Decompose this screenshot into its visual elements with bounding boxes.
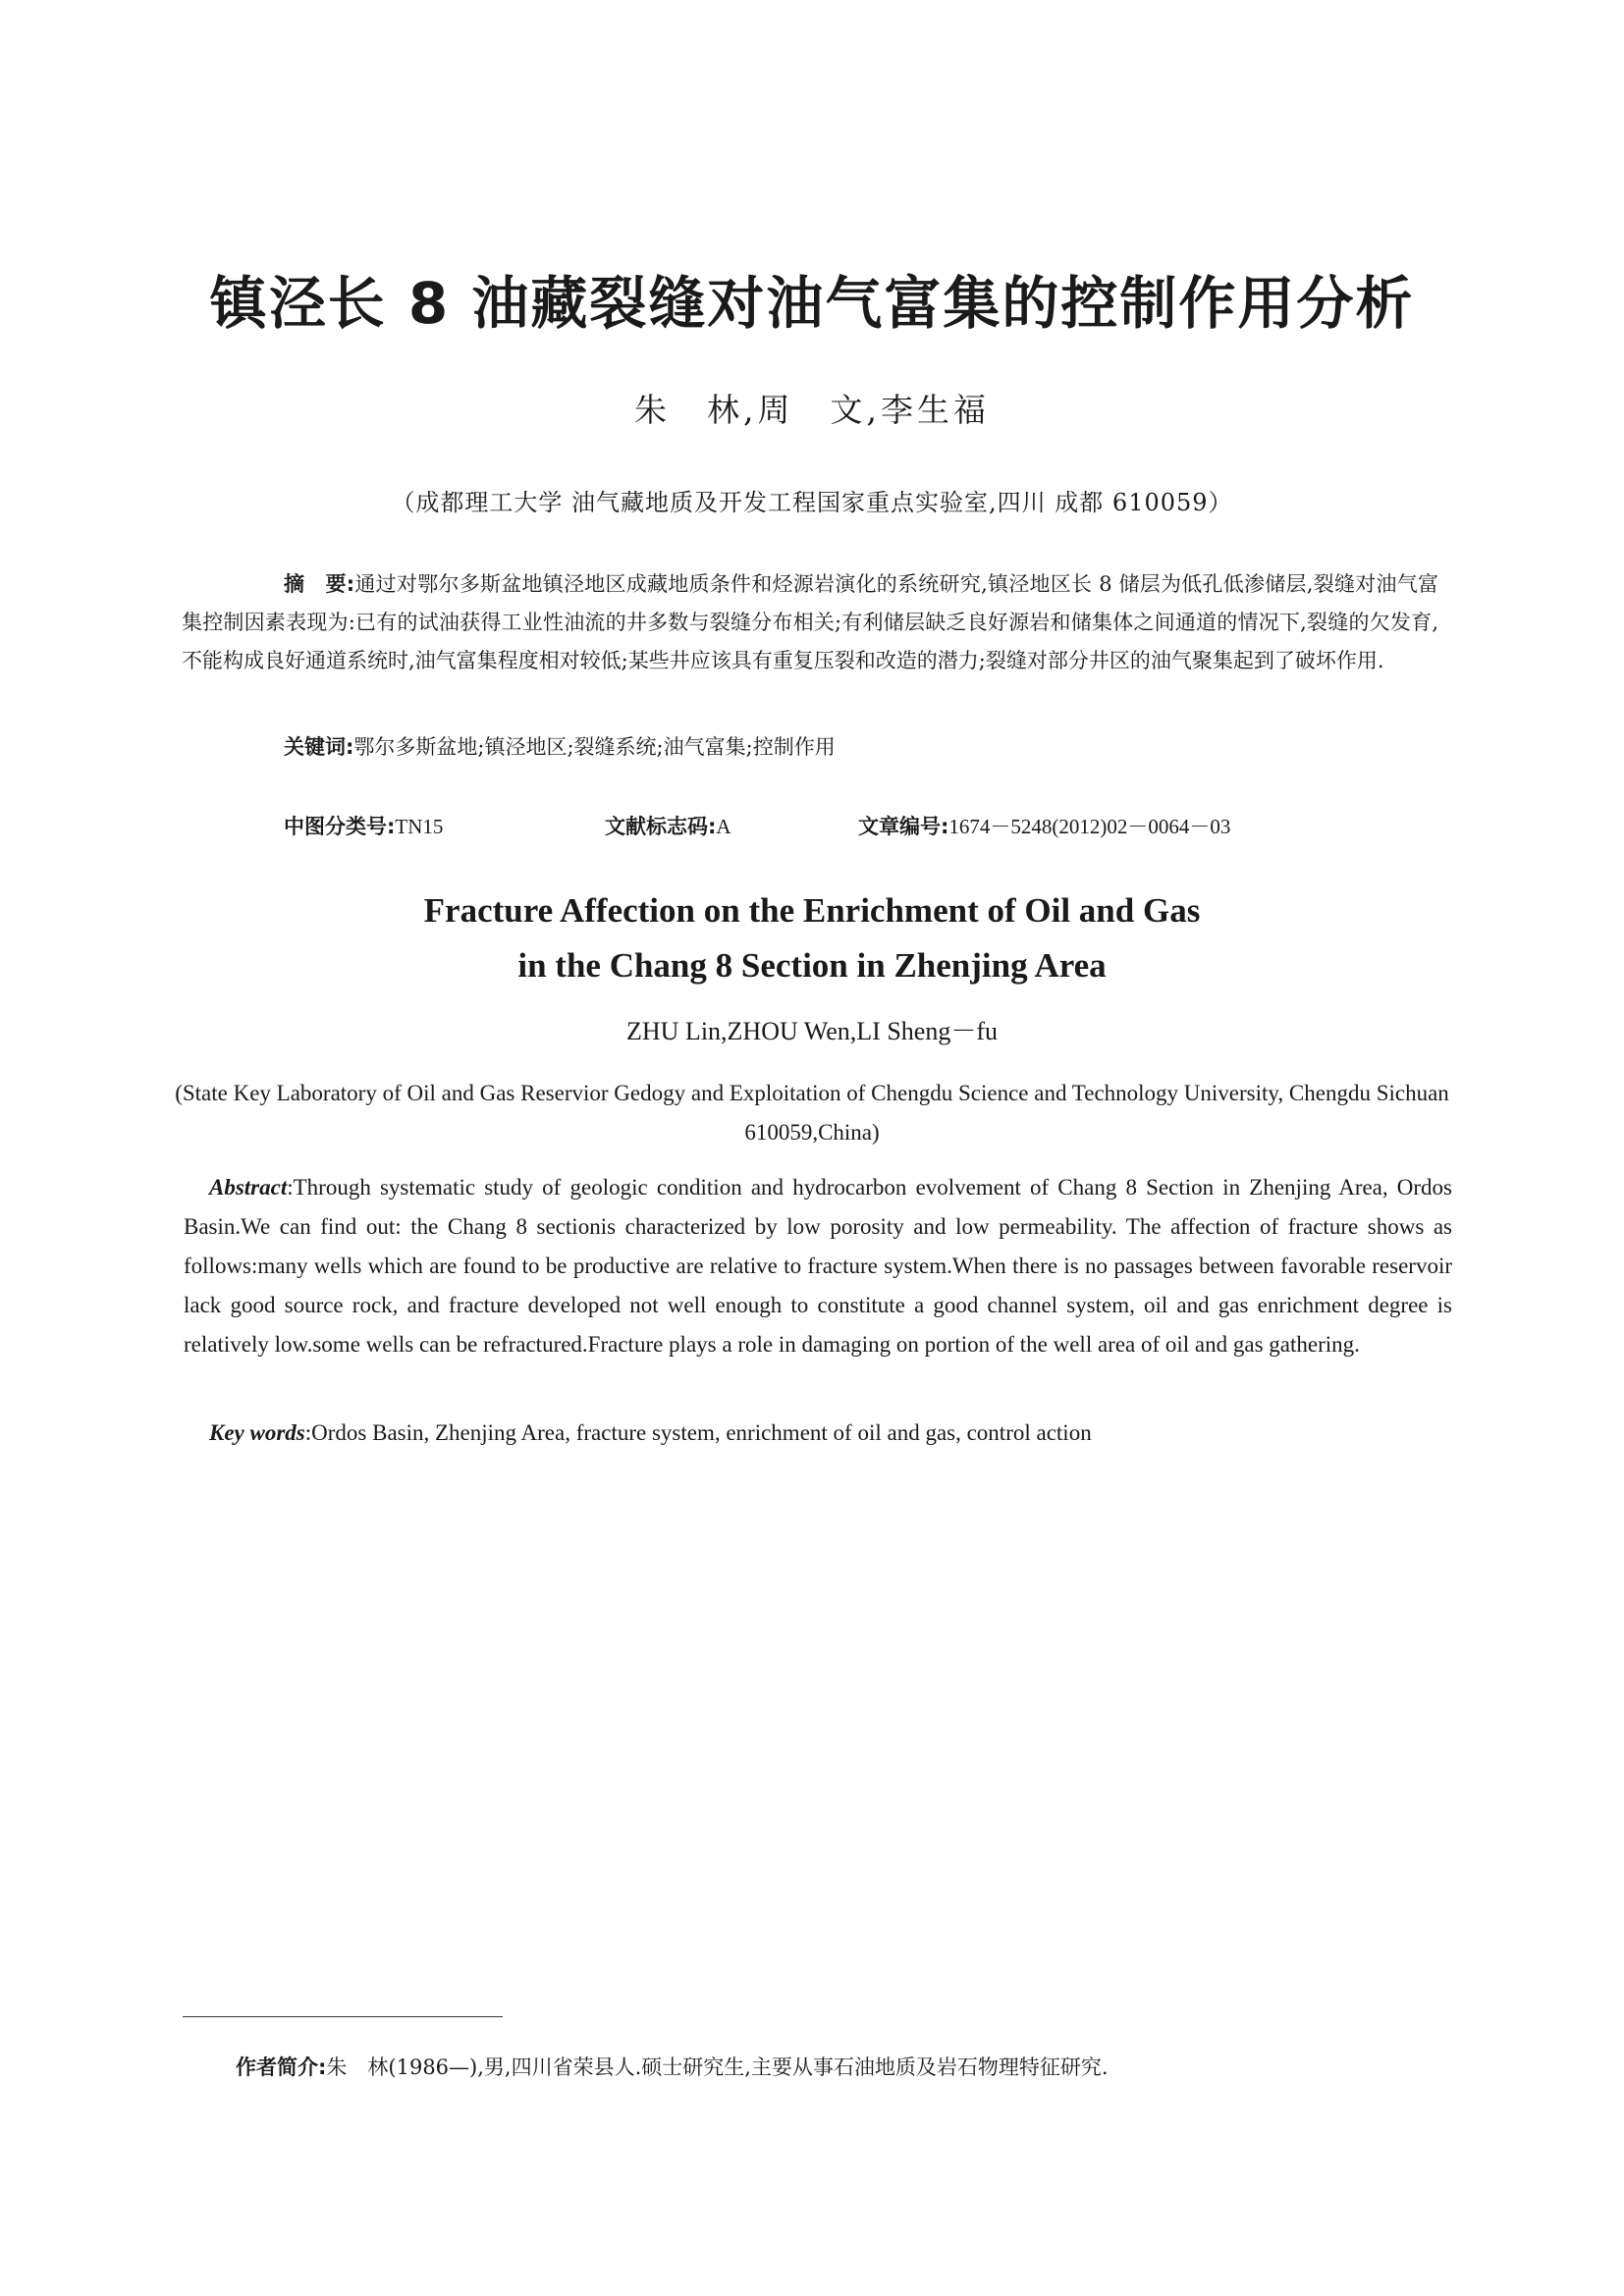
chinese-abstract-text: 通过对鄂尔多斯盆地镇泾地区成藏地质条件和烃源岩演化的系统研究,镇泾地区长 8 储层为低孔低渗储层,裂缝对油气富集控制因素表现为:已有的试油获得工业性油流的井多数与裂缝分布相关;有利储层缺乏良好源岩和储集体之间通道的情况下,裂缝的欠发育,不能构成良好通道系统时,油气富集程度相对较低;某些井应该具有重复压裂和改造的潜力;裂缝对部分井区的油气聚集起到了破坏作用. <box>182 572 1438 672</box>
chinese-title: 镇泾长 8 油藏裂缝对油气富集的控制作用分析 <box>209 270 1415 337</box>
clc-label: 中图分类号: <box>284 815 396 838</box>
author-footnote <box>236 2052 1463 2081</box>
document-code-label: 文献标志码: <box>605 815 717 838</box>
english-abstract-label: Abstract <box>209 1175 288 1200</box>
english-keywords <box>209 1414 1452 1453</box>
clc-number <box>284 811 443 840</box>
footnote-text: 朱 林(1986—),男,四川省荣县人.硕士研究生,主要从事石油地质及岩石物理特征研究. <box>326 2056 1109 2079</box>
chinese-keywords-text: 鄂尔多斯盆地;镇泾地区;裂缝系统;油气富集;控制作用 <box>353 735 836 759</box>
chinese-affiliation: （成都理工大学 油气藏地质及开发工程国家重点实验室,四川 成都 610059） <box>391 489 1233 516</box>
chinese-keywords <box>284 728 1442 767</box>
english-abstract-text: Through systematic study of geologic condition and hydrocarbon evolvement of Chang 8 Section in Zhenjing Area, Ordos Basin.We can find out: the Chang 8 sectionis characterized by low porosity and low permeability. The affection of fracture shows as follows:many wells which are found to be productive are relative to fracture system.When there is no passages between favorable reservoir lack good source rock, and fracture developed not well enough to constitute a good channel system, oil and gas enrichment degree is relatively low.some wells can be refractured.Fracture plays a role in damaging on portion of the well area of oil and gas gathering. <box>184 1175 1452 1357</box>
article-number-label: 文章编号: <box>858 815 949 838</box>
article-number <box>858 811 1230 840</box>
english-authors: ZHU Lin,ZHOU Wen,LI Sheng－fu <box>626 1017 998 1045</box>
document-code <box>605 811 731 840</box>
english-title-line1: Fracture Affection on the Enrichment of Oil and Gas <box>423 891 1201 930</box>
english-title <box>0 883 1624 993</box>
article-number-value: 1674－5248(2012)02－0064－03 <box>948 815 1231 838</box>
english-keywords-label: Key words <box>209 1420 305 1445</box>
english-keywords-text: Ordos Basin, Zhenjing Area, fracture system, enrichment of oil and gas, control action <box>311 1420 1092 1445</box>
english-abstract-sep: : <box>287 1175 294 1200</box>
chinese-abstract-label: 摘 要: <box>284 572 355 596</box>
footnote-label: 作者简介: <box>236 2056 327 2079</box>
english-title-line2: in the Chang 8 Section in Zhenjing Area <box>517 946 1107 985</box>
document-code-value: A <box>716 815 731 838</box>
english-abstract <box>184 1168 1452 1364</box>
english-keywords-sep: : <box>304 1420 312 1445</box>
chinese-authors: 朱 林,周 文,李生福 <box>634 391 990 429</box>
chinese-abstract <box>182 565 1438 680</box>
footnote-divider <box>183 2016 503 2017</box>
english-affiliation: (State Key Laboratory of Oil and Gas Reservior Gedogy and Exploitation of Chengdu Science and Technology University, Chengdu Sichuan 610059,China) <box>175 1081 1449 1145</box>
clc-value: TN15 <box>395 815 444 838</box>
chinese-keywords-label: 关键词: <box>284 735 354 759</box>
